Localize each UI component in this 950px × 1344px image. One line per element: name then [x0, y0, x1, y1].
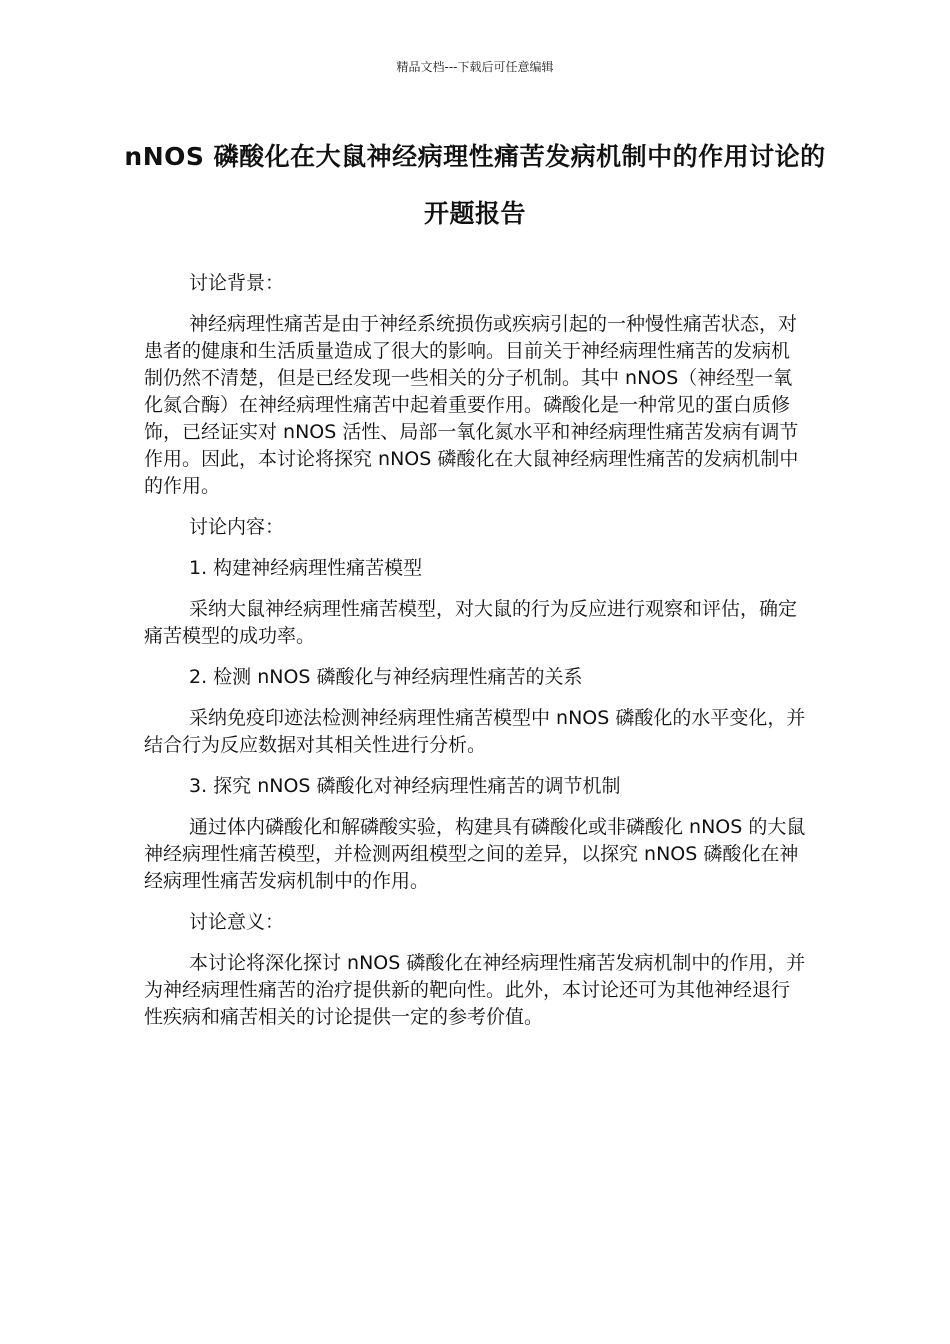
content-item-2-heading: 2. 检测 nNOS 磷酸化与神经病理性痛苦的关系	[189, 666, 583, 688]
page-header-note: 精品文档---下载后可任意编辑	[396, 60, 554, 74]
content-item-1-heading: 1. 构建神经病理性痛苦模型	[189, 557, 423, 579]
section-heading-content: 讨论内容：	[189, 516, 285, 538]
significance-paragraph: 本讨论将深化探讨 nNOS 磷酸化在神经病理性痛苦发病机制中的作用，并为神经病理性痛苦的治疗提供新的靶向性。此外，本讨论还可为其他神经退行性疾病和痛苦相关的讨论提供一定的参考价值。	[144, 952, 806, 1028]
section-heading-significance: 讨论意义：	[189, 911, 285, 933]
content-item-3-heading: 3. 探究 nNOS 磷酸化对神经病理性痛苦的调节机制	[189, 775, 621, 797]
background-paragraph: 神经病理性痛苦是由于神经系统损伤或疾病引起的一种慢性痛苦状态，对患者的健康和生活质量造成了很大的影响。目前关于神经病理性痛苦的发病机制仍然不清楚，但是已经发现一些相关的分子机制。其中 nNOS（神经型一氧化氮合酶）在神经病理性痛苦中起着重要作用。磷酸化是一种常见的蛋白质修饰，已经证实对 nNOS 活性、局部一氧化氮水平和神经病理性痛苦发病有调节作用。因此，本讨论将探究 nNOS 磷酸化在大鼠神经病理性痛苦的发病机制中的作用。	[144, 313, 799, 497]
document-title: nNOS 磷酸化在大鼠神经病理性痛苦发病机制中的作用讨论的开题报告	[124, 142, 826, 228]
section-heading-background: 讨论背景：	[189, 272, 285, 294]
document-body	[144, 270, 808, 1045]
content-item-3-paragraph: 通过体内磷酸化和解磷酸实验，构建具有磷酸化或非磷酸化 nNOS 的大鼠神经病理性痛苦模型，并检测两组模型之间的差异，以探究 nNOS 磷酸化在神经病理性痛苦发病机制中的作用。	[144, 816, 806, 892]
content-item-2-paragraph: 采纳免疫印迹法检测神经病理性痛苦模型中 nNOS 磷酸化的水平变化，并结合行为反应数据对其相关性进行分析。	[144, 707, 806, 756]
content-item-1-paragraph: 采纳大鼠神经病理性痛苦模型，对大鼠的行为反应进行观察和评估，确定痛苦模型的成功率。	[144, 598, 798, 647]
